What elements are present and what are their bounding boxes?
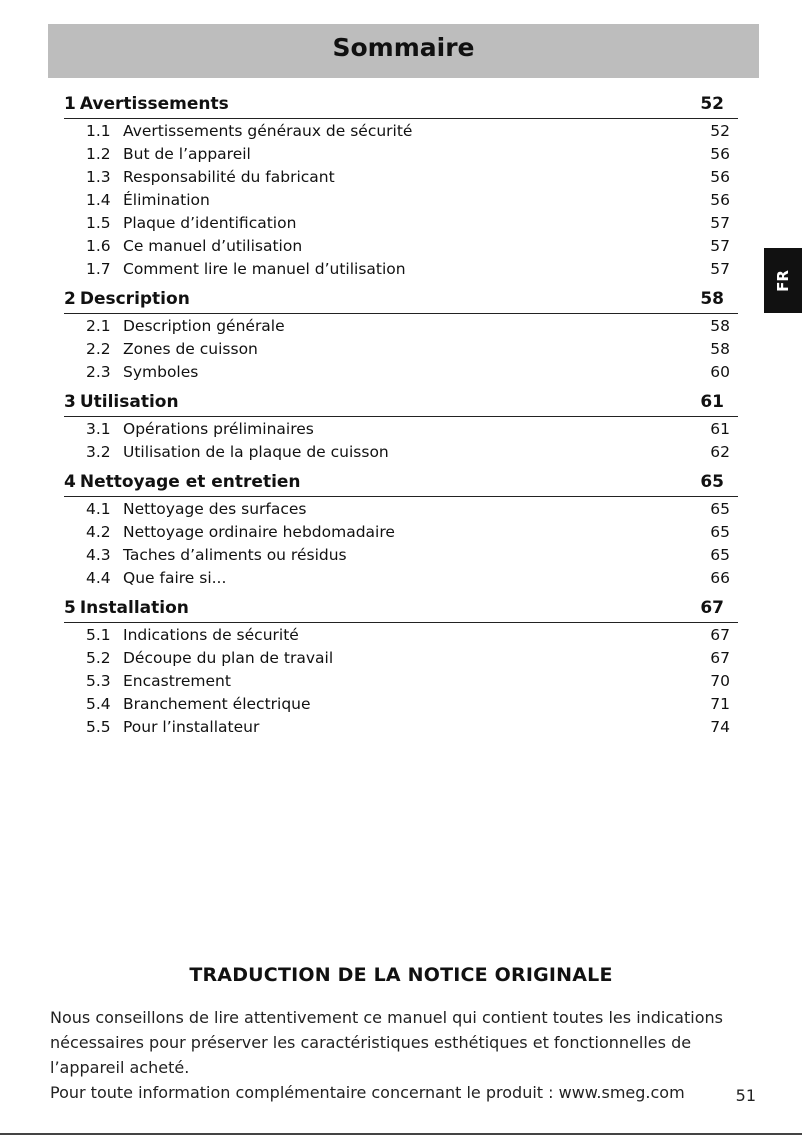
entry-label: Que faire si...	[123, 569, 227, 587]
entry-page: 74	[710, 718, 730, 736]
toc-entry[interactable]	[64, 441, 738, 464]
entry-page: 56	[710, 145, 730, 163]
section-title: Nettoyage et entretien	[79, 472, 301, 492]
entry-label: Branchement électrique	[123, 695, 311, 713]
section-title: Utilisation	[79, 392, 179, 412]
entry-number: 2.2	[86, 340, 111, 358]
entry-page: 56	[710, 191, 730, 209]
toc-section	[64, 594, 738, 743]
toc-entry[interactable]	[64, 716, 738, 739]
entry-label: Ce manuel d’utilisation	[123, 237, 303, 255]
entry-page: 58	[710, 317, 730, 335]
entry-page: 67	[710, 626, 730, 644]
entry-number: 4.2	[86, 523, 111, 541]
entry-page: 65	[710, 523, 730, 541]
section-title: Installation	[79, 598, 189, 618]
toc-entry[interactable]	[64, 544, 738, 567]
toc-section	[64, 468, 738, 594]
toc-section-heading[interactable]	[64, 285, 738, 314]
entry-page: 71	[710, 695, 730, 713]
toc-entries	[64, 417, 738, 468]
entry-number: 1.3	[86, 168, 111, 186]
toc-entry[interactable]	[64, 315, 738, 338]
intro-paragraph: Nous conseillons de lire attentivement ce manuel qui contient toutes les indications nécessaires pour préserver les caractéristiques esthétiques et fonctionnelles de l’appareil acheté.	[50, 1008, 723, 1077]
section-page: 67	[700, 598, 724, 618]
entry-page: 65	[710, 546, 730, 564]
toc-entries	[64, 497, 738, 594]
entry-page: 58	[710, 340, 730, 358]
entry-number: 5.1	[86, 626, 111, 644]
entry-label: Comment lire le manuel d’utilisation	[123, 260, 406, 278]
bottom-rule	[0, 1133, 802, 1135]
toc-entry[interactable]	[64, 521, 738, 544]
intro-paragraph: Pour toute information complémentaire concernant le produit : www.smeg.com	[50, 1083, 685, 1102]
entry-number: 5.5	[86, 718, 111, 736]
toc-section-heading[interactable]	[64, 90, 738, 119]
entry-label: Zones de cuisson	[123, 340, 258, 358]
section-title: Avertissements	[79, 94, 229, 114]
entry-page: 67	[710, 649, 730, 667]
toc-entry[interactable]	[64, 418, 738, 441]
language-tab	[764, 248, 802, 313]
toc-entry[interactable]	[64, 120, 738, 143]
entry-label: Nettoyage des surfaces	[123, 500, 307, 518]
toc-section-heading[interactable]	[64, 468, 738, 497]
entry-number: 2.1	[86, 317, 111, 335]
entry-number: 5.2	[86, 649, 111, 667]
notice-heading: TRADUCTION DE LA NOTICE ORIGINALE	[189, 964, 613, 986]
entry-label: Indications de sécurité	[123, 626, 299, 644]
entry-number: 5.3	[86, 672, 111, 690]
entry-label: But de l’appareil	[123, 145, 251, 163]
entry-label: Utilisation de la plaque de cuisson	[123, 443, 389, 461]
toc-entry[interactable]	[64, 212, 738, 235]
entry-label: Élimination	[123, 191, 210, 209]
table-of-contents	[64, 90, 738, 743]
toc-entries	[64, 119, 738, 285]
toc-entry[interactable]	[64, 143, 738, 166]
entry-label: Responsabilité du fabricant	[123, 168, 335, 186]
section-number: 1	[64, 94, 76, 114]
entry-label: Encastrement	[123, 672, 231, 690]
entry-number: 4.3	[86, 546, 111, 564]
toc-entry[interactable]	[64, 361, 738, 384]
entry-label: Taches d’aliments ou résidus	[123, 546, 347, 564]
entry-page: 70	[710, 672, 730, 690]
page-number: 51	[735, 1086, 756, 1105]
entry-page: 57	[710, 260, 730, 278]
entry-number: 1.4	[86, 191, 111, 209]
language-tab-label: FR	[774, 269, 792, 292]
page-title: Sommaire	[332, 33, 475, 62]
toc-entry[interactable]	[64, 624, 738, 647]
toc-entry[interactable]	[64, 235, 738, 258]
entry-number: 1.7	[86, 260, 111, 278]
section-number: 3	[64, 392, 76, 412]
entry-page: 66	[710, 569, 730, 587]
entry-label: Nettoyage ordinaire hebdomadaire	[123, 523, 395, 541]
title-bar	[48, 24, 759, 78]
entry-number: 3.1	[86, 420, 111, 438]
entry-number: 1.1	[86, 122, 111, 140]
toc-entry[interactable]	[64, 647, 738, 670]
toc-entry[interactable]	[64, 567, 738, 590]
toc-entry[interactable]	[64, 670, 738, 693]
entry-number: 1.6	[86, 237, 111, 255]
toc-section-heading[interactable]	[64, 388, 738, 417]
toc-entry[interactable]	[64, 693, 738, 716]
section-page: 58	[700, 289, 724, 309]
entry-number: 3.2	[86, 443, 111, 461]
toc-entries	[64, 623, 738, 743]
entry-page: 52	[710, 122, 730, 140]
section-page: 52	[700, 94, 724, 114]
toc-entry[interactable]	[64, 166, 738, 189]
section-number: 2	[64, 289, 76, 309]
toc-section	[64, 90, 738, 285]
toc-section	[64, 388, 738, 468]
entry-label: Opérations préliminaires	[123, 420, 314, 438]
entry-page: 60	[710, 363, 730, 381]
intro-text	[50, 1005, 770, 1105]
toc-entry[interactable]	[64, 498, 738, 521]
entry-page: 61	[710, 420, 730, 438]
entry-label: Découpe du plan de travail	[123, 649, 334, 667]
entry-page: 62	[710, 443, 730, 461]
entry-label: Avertissements généraux de sécurité	[123, 122, 413, 140]
entry-number: 2.3	[86, 363, 111, 381]
entry-page: 57	[710, 214, 730, 232]
entry-label: Plaque d’identification	[123, 214, 297, 232]
toc-section-heading[interactable]	[64, 594, 738, 623]
entry-label: Pour l’installateur	[123, 718, 260, 736]
toc-entry[interactable]	[64, 338, 738, 361]
section-title: Description	[79, 289, 190, 309]
toc-entries	[64, 314, 738, 388]
entry-label: Description générale	[123, 317, 285, 335]
entry-number: 1.2	[86, 145, 111, 163]
entry-page: 65	[710, 500, 730, 518]
toc-entry[interactable]	[64, 189, 738, 212]
entry-page: 56	[710, 168, 730, 186]
entry-number: 1.5	[86, 214, 111, 232]
section-number: 4	[64, 472, 76, 492]
entry-page: 57	[710, 237, 730, 255]
toc-entry[interactable]	[64, 258, 738, 281]
entry-number: 4.1	[86, 500, 111, 518]
entry-number: 5.4	[86, 695, 111, 713]
entry-number: 4.4	[86, 569, 111, 587]
toc-section	[64, 285, 738, 388]
entry-label: Symboles	[123, 363, 199, 381]
section-page: 65	[700, 472, 724, 492]
section-page: 61	[700, 392, 724, 412]
section-number: 5	[64, 598, 76, 618]
